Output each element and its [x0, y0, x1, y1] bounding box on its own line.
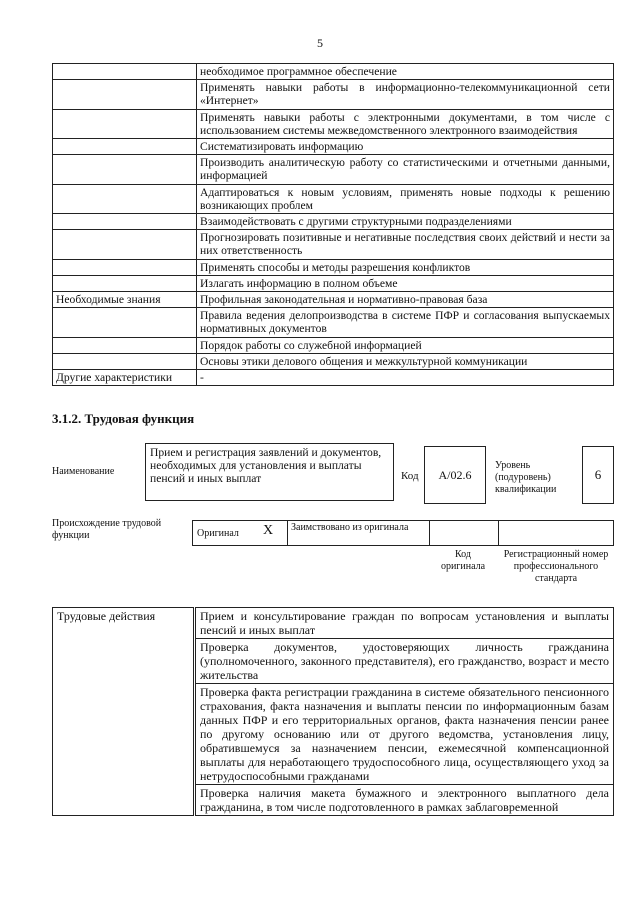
table-row	[53, 155, 614, 184]
row-label	[53, 109, 197, 138]
table-row	[53, 275, 614, 291]
code-label: Код	[401, 470, 419, 482]
row-label	[53, 353, 197, 369]
table-row	[53, 64, 614, 80]
level-label: Уровень (подуровень) квалификации	[495, 460, 557, 495]
page-number: 5	[317, 36, 323, 50]
table-row	[53, 184, 614, 213]
row-label	[53, 139, 197, 155]
row-label-other: Другие характеристики	[53, 370, 197, 386]
code-original-cell	[429, 520, 499, 546]
code-value-box: A/02.6	[424, 446, 486, 504]
row-text: Взаимодействовать с другими структурными подразделениями	[197, 214, 614, 230]
row-text: Проверка документов, удостоверяющих личность гражданина (уполномоченного, законного представителя), его гражданство, возраст и место жительства	[195, 639, 614, 684]
reg-number-cell	[498, 520, 614, 546]
original-label: Оригинал	[197, 528, 239, 539]
table-row	[53, 214, 614, 230]
table-row	[53, 139, 614, 155]
row-text: Основы этики делового общения и межкультурной коммуникации	[197, 353, 614, 369]
row-text: Излагать информацию в полном объеме	[197, 275, 614, 291]
row-label	[53, 259, 197, 275]
table-row	[53, 608, 614, 639]
section-heading: 3.1.2. Трудовая функция	[52, 411, 195, 426]
row-text: Производить аналитическую работу со статистическими и отчетными данными, информацией	[197, 155, 614, 184]
original-mark: X	[263, 523, 274, 538]
origin-row	[192, 520, 614, 546]
row-text: Применять навыки работы в информационно-телекоммуникационной сети «Интернет»	[197, 80, 614, 109]
name-label: Наименование	[52, 466, 115, 477]
labor-actions-label: Трудовые действия	[53, 608, 195, 816]
row-text: Проверка наличия макета бумажного и электронного выплатного дела гражданина, в том числе подготовленного в рамках заблаговременной	[195, 785, 614, 816]
level-value-box: 6	[582, 446, 614, 504]
row-text: Профильная законодательная и нормативно-правовая база	[197, 292, 614, 308]
row-text: -	[197, 370, 614, 386]
row-text: Применять способы и методы разрешения конфликтов	[197, 259, 614, 275]
original-cell	[192, 520, 288, 546]
row-text: Проверка факта регистрации гражданина в системе обязательного пенсионного страхования, факта назначения и выплаты пенсии по информационным базам данных ПФР и его территориальных органов, факта назначения пенсии ранее по другому основанию или от другого ведомства, установления лицу, обратившемуся за назначением пенсии, ежемесячной компенсационной выплаты для неработающего трудоспособного лица, осуществляющего уход за нетрудоспособными гражданами	[195, 684, 614, 785]
table-row	[53, 80, 614, 109]
table-row	[53, 353, 614, 369]
row-text: Правила ведения делопроизводства в системе ПФР и согласования выпускаемых нормативных документов	[197, 308, 614, 337]
row-label	[53, 80, 197, 109]
row-text: необходимое программное обеспечение	[197, 64, 614, 80]
row-text: Адаптироваться к новым условиям, применять новые подходы к решению возникающих проблем	[197, 184, 614, 213]
labor-actions-table	[52, 607, 614, 816]
row-label	[53, 155, 197, 184]
table-row	[53, 292, 614, 308]
row-text: Прогнозировать позитивные и негативные последствия своих действий и нести за них ответственность	[197, 230, 614, 259]
origin-label: Происхождение трудовой функции	[52, 518, 162, 541]
borrowed-cell: Заимствовано из оригинала	[287, 520, 430, 546]
table-row	[53, 259, 614, 275]
skills-knowledge-table	[52, 63, 614, 386]
function-name-box: Прием и регистрация заявлений и документов, необходимых для установления и выплаты пенсий и иных выплат	[145, 443, 394, 501]
row-label	[53, 275, 197, 291]
table-row	[53, 337, 614, 353]
row-label	[53, 64, 197, 80]
table-row	[53, 308, 614, 337]
row-label-knowledge: Необходимые знания	[53, 292, 197, 308]
reg-number-label: Регистрационный номер профессионального стандарта	[503, 549, 609, 584]
code-original-label: Код оригинала	[440, 549, 486, 572]
row-text: Применять навыки работы с электронными документами, в том числе с использованием системы межведомственного электронного взаимодействия	[197, 109, 614, 138]
table-row	[53, 109, 614, 138]
row-label	[53, 337, 197, 353]
row-text: Прием и консультирование граждан по вопросам установления и выплаты пенсий и иных выплат	[195, 608, 614, 639]
row-text: Порядок работы со служебной информацией	[197, 337, 614, 353]
row-label	[53, 230, 197, 259]
table-row	[53, 230, 614, 259]
row-label	[53, 308, 197, 337]
table-row	[53, 370, 614, 386]
row-label	[53, 184, 197, 213]
row-text: Систематизировать информацию	[197, 139, 614, 155]
row-label	[53, 214, 197, 230]
